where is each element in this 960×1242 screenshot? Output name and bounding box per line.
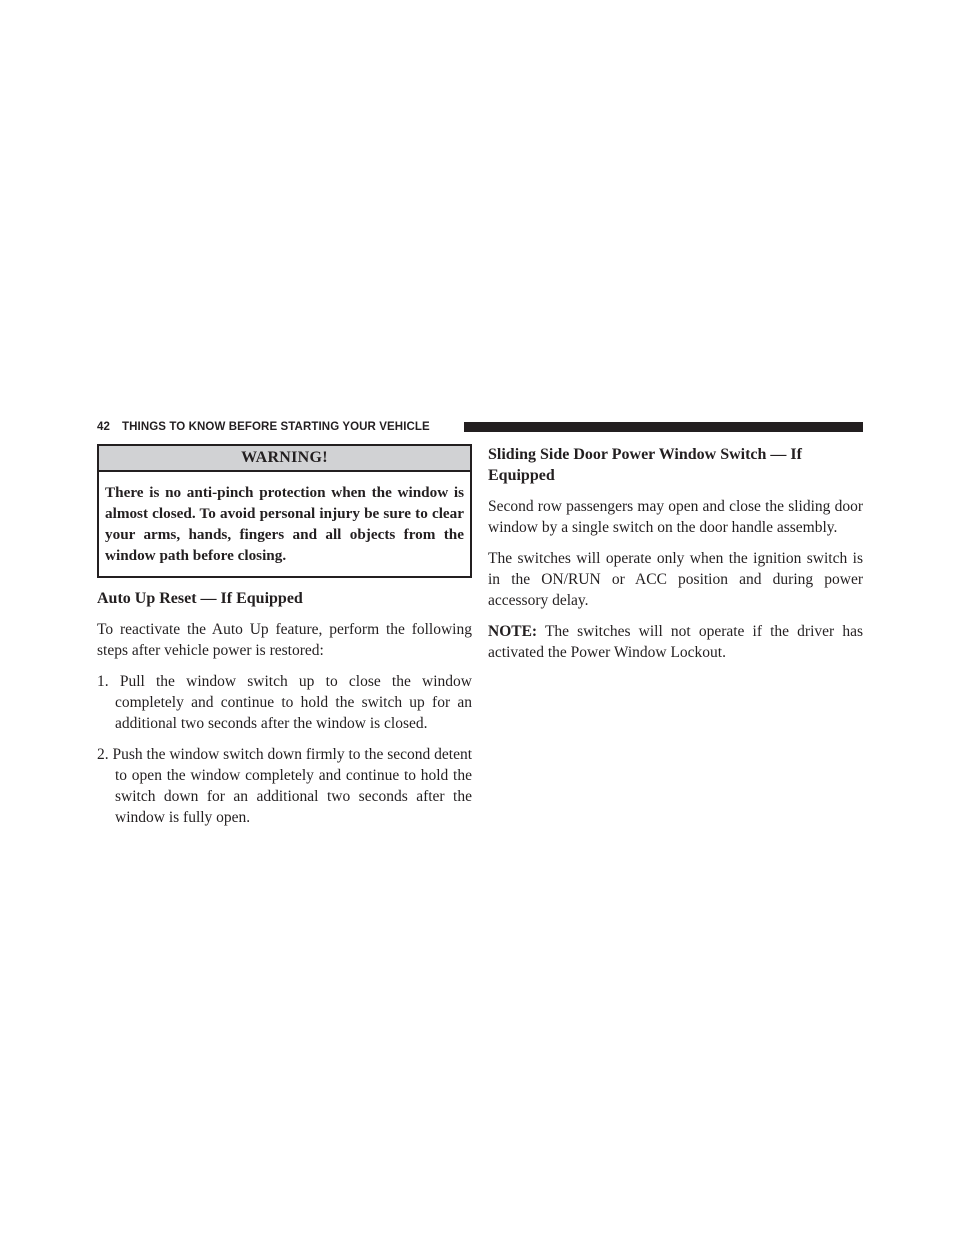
note-label: NOTE: <box>488 623 538 640</box>
auto-up-reset-intro: To reactivate the Auto Up feature, perform the following steps after vehicle power is restored: <box>97 621 472 659</box>
warning-title: WARNING! <box>99 446 470 472</box>
sliding-door-heading: Sliding Side Door Power Window Switch — If Equipped <box>488 446 802 484</box>
auto-up-reset-heading: Auto Up Reset — If Equipped <box>97 590 303 607</box>
list-item <box>97 744 472 828</box>
warning-text: There is no anti-pinch protection when the window is almost closed. To avoid personal injury be sure to clear your arms, hands, fingers and all objects from the window path before closing. <box>105 484 464 564</box>
list-item-number: 1. <box>97 673 109 690</box>
warning-box <box>97 444 472 578</box>
page-header <box>97 419 863 435</box>
header-rule <box>464 422 863 432</box>
section-title: THINGS TO KNOW BEFORE STARTING YOUR VEHICLE <box>122 421 430 433</box>
list-item-text: Push the window switch down firmly to the second detent to open the window completely and continue to hold the switch down for an additional two seconds after the window is fully open. <box>112 746 473 826</box>
page-number: 42 <box>97 421 110 433</box>
list-item <box>97 671 472 734</box>
list-item-text: Pull the window switch up to close the window completely and continue to hold the switch up for an additional two seconds after the window is closed. <box>115 673 472 732</box>
sliding-door-paragraph: Second row passengers may open and close the sliding door window by a single switch on the door handle assembly. <box>488 498 863 536</box>
list-item-number: 2. <box>97 746 109 763</box>
right-column <box>488 444 863 663</box>
note-paragraph <box>488 621 863 663</box>
note-text: The switches will not operate if the driver has activated the Power Window Lockout. <box>488 623 863 661</box>
left-column <box>97 444 472 828</box>
ignition-paragraph: The switches will operate only when the ignition switch is in the ON/RUN or ACC position and during power accessory delay. <box>488 550 863 609</box>
